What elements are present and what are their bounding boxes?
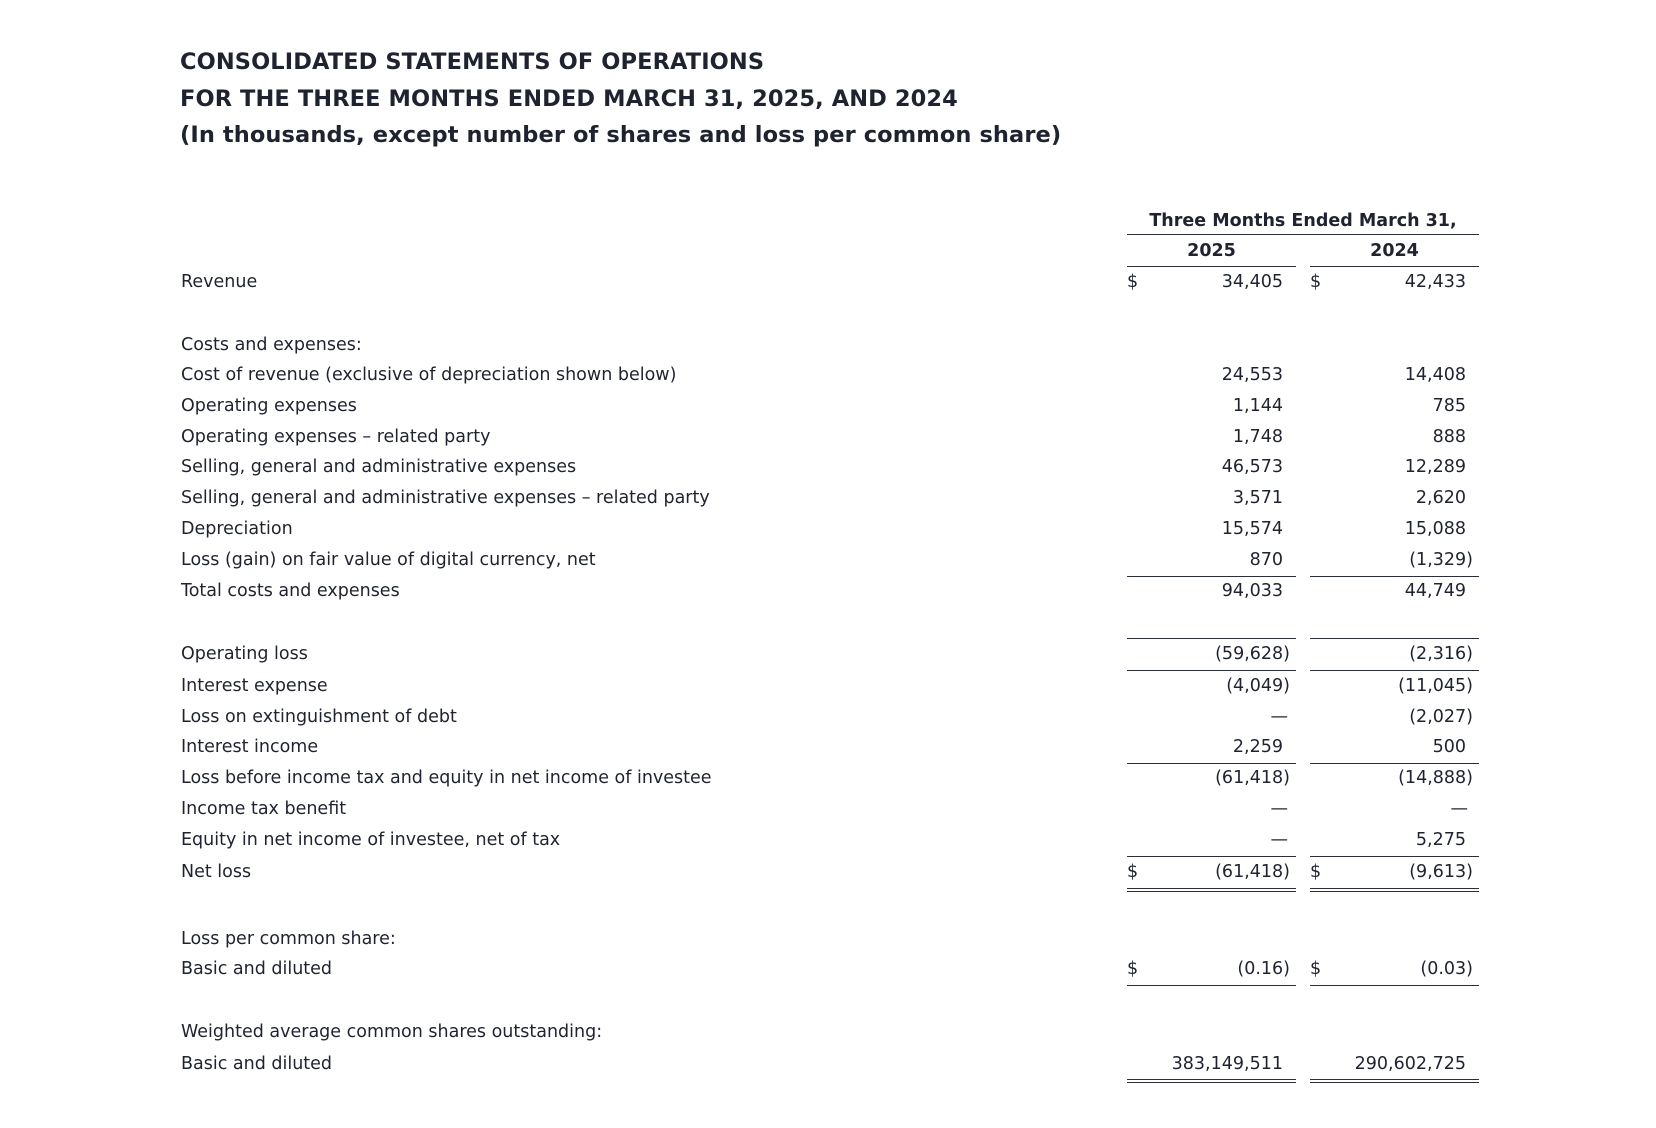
year-2025-underline: [1127, 266, 1296, 267]
value-2024: (14,888): [1398, 768, 1473, 788]
value-2025: 15,574: [1221, 519, 1283, 539]
total-double-rule-2025: [1127, 888, 1296, 892]
currency-symbol: $: [1310, 959, 1322, 979]
value-2024: (1,329): [1409, 550, 1473, 570]
row-label: Selling, general and administrative expenses: [181, 457, 577, 477]
row-label: Interest expense: [181, 676, 328, 696]
row-weighted-shares-header: [0, 1019, 1656, 1045]
row-operating-loss: [0, 641, 1656, 667]
row-digital-currency: [0, 547, 1656, 573]
value-2024: 888: [1432, 427, 1466, 447]
row-income-tax-benefit: [0, 796, 1656, 822]
value-2025: 24,553: [1221, 365, 1283, 385]
currency-symbol: $: [1310, 272, 1322, 292]
currency-symbol: $: [1127, 862, 1139, 882]
value-2025: 383,149,511: [1171, 1054, 1283, 1074]
value-2025: 34,405: [1221, 272, 1283, 292]
year-2024-underline: [1310, 266, 1479, 267]
value-2024: —: [1450, 799, 1468, 819]
total-double-rule-2024: [1310, 888, 1479, 892]
currency-symbol: $: [1127, 272, 1139, 292]
row-label: Loss (gain) on fair value of digital currency, net: [181, 550, 596, 570]
value-2025: (59,628): [1215, 644, 1290, 664]
statement-units-note: (In thousands, except number of shares and loss per common share): [180, 122, 1062, 148]
row-label: Basic and diluted: [181, 959, 333, 979]
value-2024: 42,433: [1404, 272, 1466, 292]
currency-symbol: $: [1310, 862, 1322, 882]
row-label: Operating expenses – related party: [181, 427, 491, 447]
section-label: Weighted average common shares outstanding:: [181, 1022, 603, 1042]
value-2025: 94,033: [1221, 581, 1283, 601]
row-label: Cost of revenue (exclusive of depreciation shown below): [181, 365, 677, 385]
value-2024: 14,408: [1404, 365, 1466, 385]
row-cost-of-revenue: [0, 362, 1656, 388]
statement-period: FOR THE THREE MONTHS ENDED MARCH 31, 2025, AND 2024: [180, 85, 958, 112]
value-2024: 44,749: [1404, 581, 1466, 601]
row-operating-expenses-related-party: [0, 424, 1656, 450]
column-header-2024: 2024: [1370, 241, 1419, 261]
row-loss-before-tax: [0, 765, 1656, 791]
rule-2025: [1127, 985, 1296, 986]
row-loss-per-share-header: [0, 926, 1656, 952]
rule-2024: [1310, 670, 1479, 671]
value-2024: 15,088: [1404, 519, 1466, 539]
value-2024: (9,613): [1409, 862, 1473, 882]
row-revenue: [0, 269, 1656, 295]
value-2024: (0.03): [1420, 959, 1473, 979]
row-label: Total costs and expenses: [181, 581, 400, 601]
value-2025: —: [1270, 799, 1288, 819]
value-2024: (2,027): [1409, 707, 1473, 727]
statement-title-block: [180, 44, 1061, 154]
row-label: Interest income: [181, 737, 319, 757]
total-double-rule-2025: [1127, 1079, 1296, 1083]
rule-2024: [1310, 638, 1479, 639]
value-2025: (0.16): [1237, 959, 1290, 979]
value-2025: 3,571: [1232, 488, 1283, 508]
value-2025: —: [1270, 707, 1288, 727]
row-label: Income tax benefit: [181, 799, 347, 819]
value-2024: 500: [1432, 737, 1466, 757]
statement-title: CONSOLIDATED STATEMENTS OF OPERATIONS: [180, 49, 765, 75]
section-label: Loss per common share:: [181, 929, 396, 949]
rule-2025: [1127, 638, 1296, 639]
row-interest-expense: [0, 673, 1656, 699]
currency-symbol: $: [1127, 959, 1139, 979]
row-sga-related-party: [0, 485, 1656, 511]
total-double-rule-2024: [1310, 1079, 1479, 1083]
row-sga: [0, 454, 1656, 480]
row-label: Basic and diluted: [181, 1054, 333, 1074]
value-2024: 12,289: [1404, 457, 1466, 477]
value-2025: (61,418): [1215, 862, 1290, 882]
row-loss-extinguishment: [0, 704, 1656, 730]
rule-2024: [1310, 763, 1479, 764]
value-2024: (2,316): [1409, 644, 1473, 664]
value-2024: 2,620: [1415, 488, 1466, 508]
row-label: Equity in net income of investee, net of tax: [181, 830, 561, 850]
row-label: Loss before income tax and equity in net income of investee: [181, 768, 712, 788]
value-2024: 785: [1432, 396, 1466, 416]
value-2024: (11,045): [1398, 676, 1473, 696]
row-equity-income: [0, 827, 1656, 853]
rule-2025: [1127, 856, 1296, 857]
row-total-costs: [0, 578, 1656, 604]
row-costs-header: [0, 332, 1656, 358]
value-2024: 290,602,725: [1354, 1054, 1466, 1074]
row-label: Depreciation: [181, 519, 293, 539]
value-2025: —: [1270, 830, 1288, 850]
value-2025: 1,144: [1232, 396, 1283, 416]
row-net-loss: [0, 859, 1656, 885]
section-label: Costs and expenses:: [181, 335, 362, 355]
value-2024: 5,275: [1415, 830, 1466, 850]
value-2025: 1,748: [1232, 427, 1283, 447]
row-label: Selling, general and administrative expenses – related party: [181, 488, 710, 508]
subtotal-rule-2025: [1127, 576, 1296, 577]
rule-2024: [1310, 985, 1479, 986]
row-weighted-shares: [0, 1051, 1656, 1077]
row-label: Operating loss: [181, 644, 308, 664]
column-header-2025: 2025: [1187, 241, 1236, 261]
row-interest-income: [0, 734, 1656, 760]
row-label: Revenue: [181, 272, 258, 292]
subtotal-rule-2024: [1310, 576, 1479, 577]
value-2025: 2,259: [1232, 737, 1283, 757]
row-loss-per-share: [0, 956, 1656, 982]
rule-2025: [1127, 763, 1296, 764]
value-2025: (4,049): [1226, 676, 1290, 696]
value-2025: (61,418): [1215, 768, 1290, 788]
period-header-underline: [1127, 234, 1479, 235]
row-label: Loss on extinguishment of debt: [181, 707, 457, 727]
row-label: Net loss: [181, 862, 252, 882]
value-2025: 46,573: [1221, 457, 1283, 477]
row-operating-expenses: [0, 393, 1656, 419]
row-depreciation: [0, 516, 1656, 542]
rule-2025: [1127, 670, 1296, 671]
row-label: Operating expenses: [181, 396, 357, 416]
value-2025: 870: [1249, 550, 1283, 570]
rule-2024: [1310, 856, 1479, 857]
period-column-header: Three Months Ended March 31,: [1149, 211, 1457, 231]
